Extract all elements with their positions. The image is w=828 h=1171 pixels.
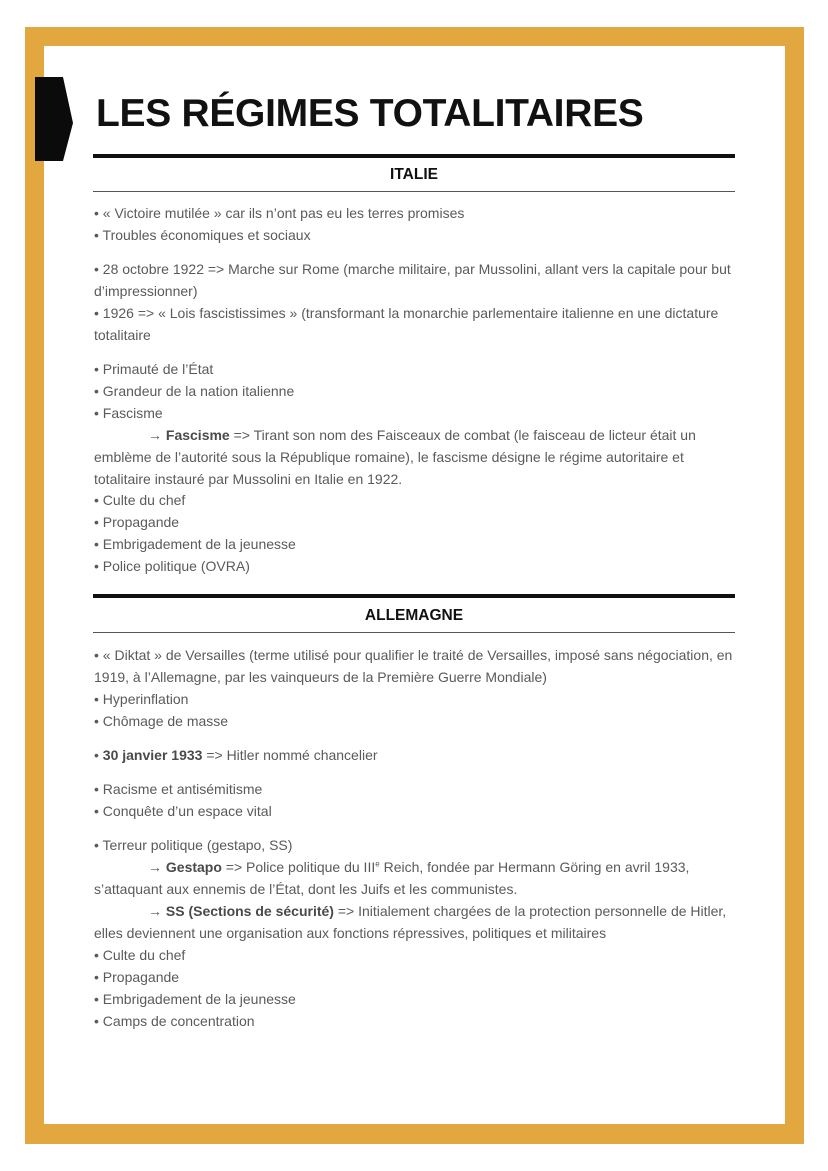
definition-fascisme	[94, 424, 739, 490]
definition-gestapo	[94, 856, 739, 900]
definition-term: Gestapo	[165, 859, 222, 875]
definition-text: => Police politique du III	[221, 859, 376, 875]
list-item	[94, 744, 739, 766]
list-item: • Propagande	[94, 969, 180, 985]
bullet: •	[94, 747, 103, 763]
section-rule-top	[93, 594, 735, 598]
list-item: • Troubles économiques et sociaux	[94, 227, 311, 243]
list-item: • Conquête d’un espace vital	[94, 803, 272, 819]
definition-text: => Initialement chargées de la protection personnelle de Hitler, elles deviennent une organisation aux fonctions répressives, politiques et militaires	[94, 903, 727, 941]
list-item: • Racisme et antisémitisme	[94, 781, 263, 797]
list-item: • Hyperinflation	[94, 691, 189, 707]
definition-text: Reich, fondée par Hermann Göring en avril 1933, s’attaquant aux ennemis de l’État, dont les Juifs et les communistes.	[94, 859, 690, 897]
list-item: • Camps de concentration	[94, 1013, 255, 1029]
arrow-icon: →	[148, 427, 166, 443]
date: 30 janvier 1933	[102, 747, 203, 763]
page-title: LES RÉGIMES TOTALITAIRES	[96, 92, 644, 135]
list-item: • Culte du chef	[94, 492, 186, 508]
definition-term: Fascisme	[165, 427, 230, 443]
list-item: • « Diktat » de Versailles (terme utilisé pour qualifier le traité de Versailles, imposé sans négociation, en 1919, à l’Allemagne, par les vainqueurs de la Première Guerre Mondiale)	[94, 647, 733, 685]
section-rule-bottom	[93, 632, 735, 633]
list-item: • Chômage de masse	[94, 713, 229, 729]
definition-term: SS (Sections de sécurité)	[165, 903, 334, 919]
arrow-icon: →	[148, 859, 166, 875]
section-rule-bottom	[93, 191, 735, 192]
list-item: • « Victoire mutilée » car ils n’ont pas eu les terres promises	[94, 205, 465, 221]
arrow-icon: →	[148, 903, 166, 919]
list-item: • Fascisme	[94, 405, 163, 421]
list-item: • Embrigadement de la jeunesse	[94, 991, 296, 1007]
list-item: • 1926 => « Lois fascistissimes » (transformant la monarchie parlementaire italienne en une dictature totalitaire	[94, 305, 719, 343]
section-heading-italie: ITALIE	[390, 166, 438, 183]
section-rule-top	[93, 154, 735, 158]
superscript: e	[375, 859, 380, 869]
list-item: • Embrigadement de la jeunesse	[94, 536, 296, 552]
definition-ss	[94, 900, 739, 944]
section-heading-allemagne: ALLEMAGNE	[364, 607, 464, 624]
definition-text: => Tirant son nom des Faisceaux de combat (le faisceau de licteur était un emblème de l’autorité sous la République romaine), le fascisme désigne le régime autoritaire et totalitaire instauré par Mussolini en Italie en 1922.	[94, 427, 696, 487]
list-item: • Grandeur de la nation italienne	[94, 383, 295, 399]
list-item: • Terreur politique (gestapo, SS)	[94, 837, 293, 853]
list-item: • Primauté de l’État	[94, 361, 214, 377]
list-item: • Propagande	[94, 514, 180, 530]
list-item: • Police politique (OVRA)	[94, 558, 250, 574]
bookmark-flag-icon	[35, 77, 73, 169]
list-item: • Culte du chef	[94, 947, 186, 963]
list-item: • 28 octobre 1922 => Marche sur Rome (marche militaire, par Mussolini, allant vers la capitale pour but d’impressionner)	[94, 261, 731, 299]
event-text: => Hitler nommé chancelier	[202, 747, 378, 763]
